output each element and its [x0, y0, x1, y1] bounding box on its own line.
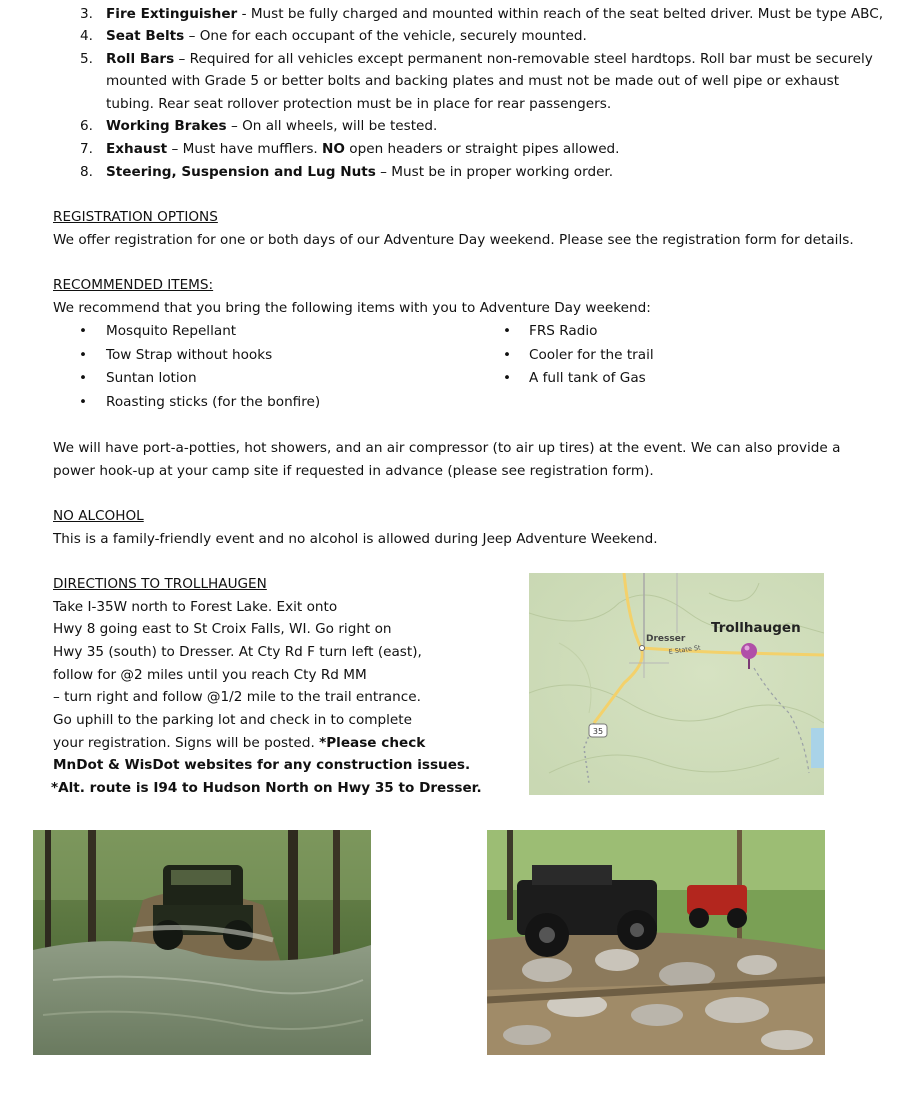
bullet-icon: [79, 320, 89, 342]
directions-note: MnDot & WisDot websites for any construction issues.: [53, 757, 471, 773]
location-map: [529, 573, 824, 795]
photo-graphic: [487, 830, 825, 1055]
bullet-icon: [79, 367, 89, 389]
rule-text: – Must be in proper working order.: [375, 164, 614, 180]
bullet-icon: [503, 367, 513, 389]
list-item-label: Suntan lotion: [106, 370, 197, 386]
town-label: Dresser: [646, 634, 686, 644]
rule-emphasis: NO: [322, 141, 345, 157]
rule-number: 8.: [80, 164, 93, 180]
directions-line: [53, 732, 425, 755]
jeep-rocks-photo: [487, 830, 825, 1055]
rule-title: Roll Bars: [106, 51, 175, 67]
rule-text: – On all wheels, will be tested.: [226, 118, 438, 134]
directions-line: Go uphill to the parking lot and check in to complete: [53, 712, 412, 728]
rule-number: 6.: [80, 118, 93, 134]
rule-title: Steering, Suspension and Lug Nuts: [106, 164, 376, 180]
place-label: Trollhaugen: [711, 620, 801, 636]
rule-text: mounted with Grade 5 or better bolts and backing plates and must not be made out of well pipe or exhaust: [106, 73, 840, 89]
rule-text: – Must have mufflers.: [167, 141, 323, 157]
recommended-heading: RECOMMENDED ITEMS:: [53, 277, 214, 293]
map-water: [811, 728, 824, 768]
directions-line: follow for @2 miles until you reach Cty Rd MM: [53, 667, 367, 683]
facilities-line-1: We will have port-a-potties, hot showers, and an air compressor (to air up tires) at the event. We can also provide a: [53, 440, 841, 456]
map-graphic: [529, 573, 824, 795]
alcohol-text: This is a family-friendly event and no alcohol is allowed during Jeep Adventure Weekend.: [53, 531, 658, 547]
directions-alt-route: *Alt. route is I94 to Hudson North on Hwy 35 to Dresser.: [51, 780, 482, 796]
rule-text: open headers or straight pipes allowed.: [344, 141, 620, 157]
rule-text: – One for each occupant of the vehicle, securely mounted.: [184, 28, 587, 44]
rule-title: Seat Belts: [106, 28, 185, 44]
photo-graphic: [33, 830, 371, 1055]
bullet-icon: [79, 391, 89, 413]
directions-heading: DIRECTIONS TO TROLLHAUGEN: [53, 576, 267, 592]
rule-text: – Required for all vehicles except permanent non-removable steel hardtops. Roll bar must be securely: [174, 51, 873, 67]
bullet-icon: [503, 344, 513, 366]
list-item-label: A full tank of Gas: [529, 370, 646, 386]
directions-line-text: your registration. Signs will be posted.: [53, 735, 320, 751]
directions-line: Hwy 8 going east to St Croix Falls, WI. Go right on: [53, 621, 392, 637]
rule-number: 3.: [80, 6, 93, 22]
facilities-line-2: power hook-up at your camp site if requested in advance (please see registration form).: [53, 463, 654, 479]
rule-title: Exhaust: [106, 141, 168, 157]
directions-line: Hwy 35 (south) to Dresser. At Cty Rd F turn left (east),: [53, 644, 422, 660]
alcohol-heading: NO ALCOHOL: [53, 508, 144, 524]
rule-title: Fire Extinguisher: [106, 6, 238, 22]
rule-number: 5.: [80, 51, 93, 67]
registration-text: We offer registration for one or both days of our Adventure Day weekend. Please see the registration form for details.: [53, 232, 854, 248]
rule-number: 4.: [80, 28, 93, 44]
list-item-label: Cooler for the trail: [529, 347, 654, 363]
directions-line: – turn right and follow @1/2 mile to the trail entrance.: [53, 689, 421, 705]
rule-text: tubing. Rear seat rollover protection must be in place for rear passengers.: [106, 96, 612, 112]
rule-title: Working Brakes: [106, 118, 227, 134]
bullet-icon: [503, 320, 513, 342]
bullet-icon: [79, 344, 89, 366]
list-item-label: FRS Radio: [529, 323, 598, 339]
list-item-label: Mosquito Repellant: [106, 323, 237, 339]
directions-line: Take I-35W north to Forest Lake. Exit onto: [53, 599, 338, 615]
list-item-label: Roasting sticks (for the bonfire): [106, 394, 321, 410]
street-label: E State St: [668, 643, 702, 656]
list-item-label: Tow Strap without hooks: [106, 347, 273, 363]
rule-text: - Must be fully charged and mounted within reach of the seat belted driver. Must be type ABC,: [237, 6, 884, 22]
registration-heading: REGISTRATION OPTIONS: [53, 209, 218, 225]
highway-label: 35: [592, 727, 604, 736]
recommended-intro: We recommend that you bring the following items with you to Adventure Day weekend:: [53, 300, 651, 316]
jeep-water-photo: [33, 830, 371, 1055]
rule-number: 7.: [80, 141, 93, 157]
directions-note: *Please check: [319, 735, 426, 751]
